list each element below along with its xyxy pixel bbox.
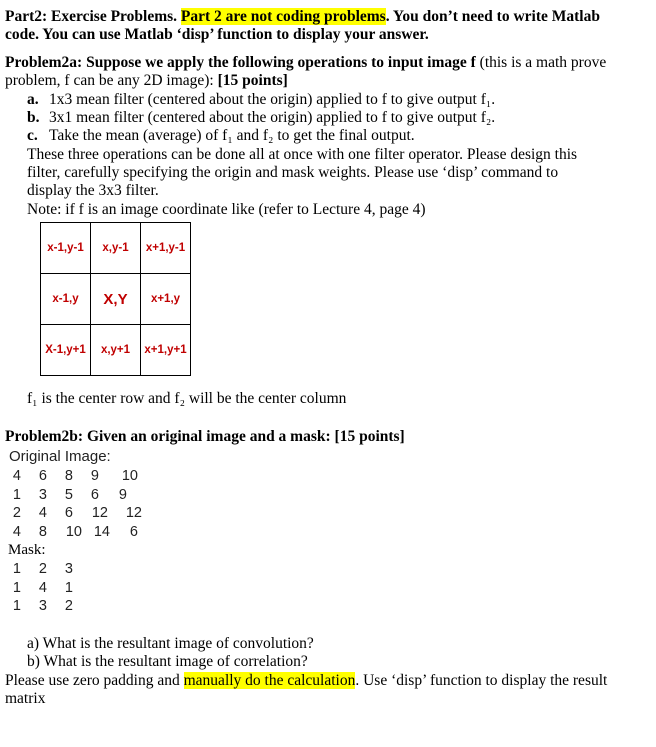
problem2a-description-2: filter, carefully specifying the origin and mask weights. Please use ‘disp’ command to bbox=[27, 164, 559, 181]
grid-cell bbox=[141, 325, 191, 376]
matrix-cell: 6 bbox=[129, 524, 138, 540]
matrix-cell: 1 bbox=[12, 561, 21, 577]
matrix-cell: 6 bbox=[90, 487, 99, 503]
grid-cell-label: x+1,y bbox=[150, 293, 181, 305]
original-image-label: Original Image: bbox=[9, 448, 111, 465]
final-instruction-rest: . Use ‘disp’ function to display the result bbox=[355, 672, 608, 689]
problem2a-item-a bbox=[27, 91, 495, 109]
highlighted-instruction: manually do the calculation bbox=[183, 672, 356, 689]
matrix-cell: 3 bbox=[38, 487, 47, 503]
grid-cell bbox=[91, 223, 141, 274]
grid-explanation: f₁ is the center row and f₂ will be the center column bbox=[27, 390, 347, 407]
part2-heading-line1 bbox=[5, 8, 600, 26]
final-instruction bbox=[5, 672, 607, 690]
matrix-cell: 12 bbox=[125, 505, 142, 521]
problem2a-points: [15 points] bbox=[217, 72, 288, 89]
item-text: Take the mean (average) of f₁ and f₂ to get the final output. bbox=[49, 127, 415, 144]
mask-label: Mask: bbox=[8, 542, 46, 558]
matrix-cell: 4 bbox=[38, 580, 47, 596]
item-text: 1x3 mean filter (centered about the origin) applied to f to give output f₁. bbox=[49, 91, 496, 108]
grid-cell bbox=[141, 223, 191, 274]
matrix-cell: 4 bbox=[12, 468, 21, 484]
problem2a-note: Note: if f is an image coordinate like (refer to Lecture 4, page 4) bbox=[27, 201, 426, 218]
matrix-cell: 1 bbox=[64, 580, 73, 596]
matrix-cell: 8 bbox=[64, 468, 73, 484]
matrix-cell: 2 bbox=[12, 505, 21, 521]
problem2a-description-3: display the 3x3 filter. bbox=[27, 182, 159, 199]
problem2a-item-b bbox=[27, 109, 495, 127]
grid-cell-label: x+1,y-1 bbox=[145, 242, 186, 254]
coordinate-grid bbox=[40, 222, 191, 376]
problem2a-title-note: (this is a math prove bbox=[475, 54, 607, 71]
problem2a-note: problem, f can be any 2D image): bbox=[5, 72, 218, 89]
grid-cell bbox=[91, 325, 141, 376]
matrix-cell: 2 bbox=[38, 561, 47, 577]
grid-row bbox=[41, 274, 191, 325]
part2-heading-line2: code. You can use Matlab ‘disp’ function to display your answer. bbox=[5, 26, 429, 43]
matrix-cell: 8 bbox=[38, 524, 47, 540]
item-text: 3x1 mean filter (centered about the origin) applied to f to give output f₂. bbox=[49, 109, 496, 126]
problem2a-title: Problem2a: Suppose we apply the following operations to input image f bbox=[5, 54, 476, 71]
matrix-cell: 1 bbox=[12, 487, 21, 503]
part2-heading-rest: . You don’t need to write Matlab bbox=[385, 8, 600, 25]
matrix-cell: 3 bbox=[64, 561, 73, 577]
matrix-cell: 3 bbox=[38, 598, 47, 614]
matrix-cell: 12 bbox=[91, 505, 108, 521]
grid-cell-center bbox=[91, 274, 141, 325]
question-b: b) What is the resultant image of correlation? bbox=[27, 653, 308, 670]
final-instruction-line2: matrix bbox=[5, 690, 46, 707]
matrix-cell: 1 bbox=[12, 598, 21, 614]
item-label: a. bbox=[27, 91, 39, 108]
problem2a-heading-line2 bbox=[5, 72, 288, 90]
grid-cell-label: X-1,y+1 bbox=[45, 344, 86, 356]
matrix-cell: 6 bbox=[64, 505, 73, 521]
question-a: a) What is the resultant image of convolution? bbox=[27, 635, 314, 652]
matrix-cell: 4 bbox=[38, 505, 47, 521]
final-instruction-text: Please use zero padding and bbox=[5, 672, 184, 689]
matrix-cell: 4 bbox=[12, 524, 21, 540]
grid-cell-label: x+1,y+1 bbox=[144, 344, 187, 356]
problem2a-description-1: These three operations can be done all at once with one filter operator. Please design this bbox=[27, 146, 578, 163]
grid-cell-label: x,y+1 bbox=[100, 344, 131, 356]
matrix-cell: 9 bbox=[118, 487, 127, 503]
item-label: c. bbox=[27, 127, 38, 144]
matrix-cell: 2 bbox=[64, 598, 73, 614]
grid-cell bbox=[41, 223, 91, 274]
grid-row bbox=[41, 223, 191, 274]
grid-cell bbox=[41, 274, 91, 325]
matrix-cell: 10 bbox=[121, 468, 138, 484]
problem2a-item-c bbox=[27, 127, 415, 145]
matrix-cell: 14 bbox=[93, 524, 110, 540]
highlighted-notice: Part 2 are not coding problems bbox=[180, 8, 386, 25]
matrix-cell: 10 bbox=[65, 524, 82, 540]
grid-cell bbox=[41, 325, 91, 376]
problem2a-heading bbox=[5, 54, 606, 72]
matrix-cell: 6 bbox=[38, 468, 47, 484]
grid-row bbox=[41, 325, 191, 376]
grid-cell-label: x,y-1 bbox=[102, 242, 129, 254]
grid-cell bbox=[141, 274, 191, 325]
part2-title: Part2: Exercise Problems. bbox=[5, 8, 181, 25]
matrix-cell: 1 bbox=[12, 580, 21, 596]
matrix-cell: 5 bbox=[64, 487, 73, 503]
grid-cell-label: x-1,y bbox=[52, 293, 79, 305]
item-label: b. bbox=[27, 109, 40, 126]
grid-cell-label: x-1,y-1 bbox=[47, 242, 84, 254]
grid-cell-label: X,Y bbox=[103, 290, 128, 308]
matrix-cell: 9 bbox=[90, 468, 99, 484]
problem2b-heading: Problem2b: Given an original image and a mask: [15 points] bbox=[5, 428, 405, 445]
